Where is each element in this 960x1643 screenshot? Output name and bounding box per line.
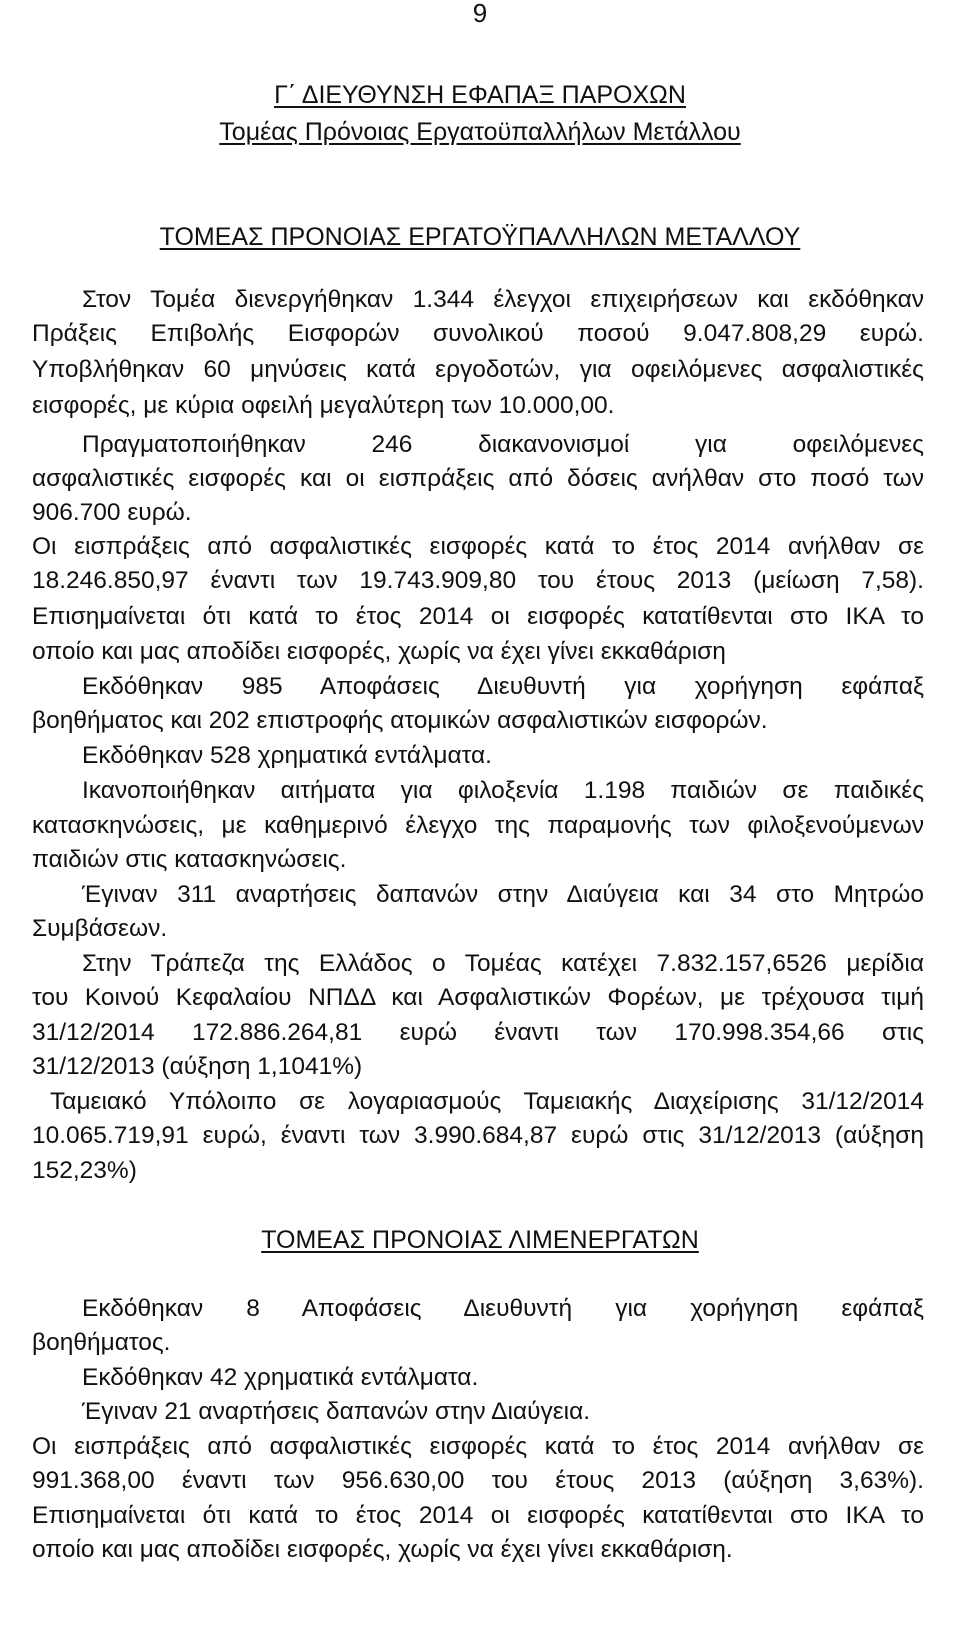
paragraph-line: εισφορές, με κύρια οφειλή μεγαλύτερη των 10.000,00. <box>32 392 615 419</box>
paragraph-line: Επισημαίνεται ότι κατά το έτος 2014 οι εισφορές κατατίθενται στο ΙΚΑ το <box>32 1502 924 1529</box>
page-number: 9 <box>472 0 488 28</box>
paragraph-line: 152,23%) <box>32 1157 137 1184</box>
paragraph-line: Εκδόθηκαν 985 Αποφάσεις Διευθυντή για χορήγηση εφάπαξ <box>82 673 924 700</box>
paragraph-line: Έγιναν 311 αναρτήσεις δαπανών στην Διαύγεια και 34 στο Μητρώο <box>82 881 924 908</box>
paragraph-line: 10.065.719,91 ευρώ, έναντι των 3.990.684,87 ευρώ στις 31/12/2013 (αύξηση <box>32 1122 924 1149</box>
paragraph-line: Εκδόθηκαν 528 χρηματικά εντάλματα. <box>82 742 492 769</box>
section-heading-port-workers: ΤΟΜΕΑΣ ΠΡΟΝΟΙΑΣ ΛΙΜΕΝΕΡΓΑΤΩΝ <box>261 1226 699 1254</box>
paragraph-line: οποίο και μας αποδίδει εισφορές, χωρίς να έχει γίνει εκκαθάριση. <box>32 1536 733 1563</box>
paragraph-line: παιδιών στις κατασκηνώσεις. <box>32 846 347 873</box>
paragraph-line: Στην Τράπεζα της Ελλάδος ο Τομέας κατέχει 7.832.157,6526 μερίδια <box>82 950 924 977</box>
paragraph-line: βοηθήματος. <box>32 1329 171 1356</box>
paragraph-line: Οι εισπράξεις από ασφαλιστικές εισφορές κατά το έτος 2014 ανήλθαν σε <box>32 1433 924 1460</box>
paragraph-line: Εκδόθηκαν 8 Αποφάσεις Διευθυντή για χορήγηση εφάπαξ <box>82 1295 924 1322</box>
paragraph-line: Έγιναν 21 αναρτήσεις δαπανών στην Διαύγεια. <box>82 1398 591 1425</box>
paragraph-line: βοηθήματος και 202 επιστροφής ατομικών ασφαλιστικών εισφορών. <box>32 707 768 734</box>
directorate-title <box>0 79 960 111</box>
paragraph-line: Ταμειακό Υπόλοιπο σε λογαριασμούς Ταμειακής Διαχείρισης 31/12/2014 <box>50 1088 924 1115</box>
paragraph-line: Οι εισπράξεις από ασφαλιστικές εισφορές κατά το έτος 2014 ανήλθαν σε <box>32 533 924 560</box>
paragraph-line: ασφαλιστικές εισφορές και οι εισπράξεις από δόσεις ανήλθαν στο ποσό των <box>32 465 924 492</box>
paragraph-line: Εκδόθηκαν 42 χρηματικά εντάλματα. <box>82 1364 479 1391</box>
paragraph-line: 991.368,00 έναντι των 956.630,00 του έτους 2013 (αύξηση 3,63%). <box>32 1467 924 1494</box>
paragraph-line: οποίο και μας αποδίδει εισφορές, χωρίς να έχει γίνει εκκαθάριση <box>32 638 726 665</box>
paragraph-line: Συμβάσεων. <box>32 915 168 942</box>
paragraph-line: 31/12/2013 (αύξηση 1,1041%) <box>32 1053 363 1080</box>
sector-subtitle: Τομέας Πρόνοιας Εργατοϋπαλλήλων Μετάλλου <box>219 118 741 146</box>
directorate-title-text: Γ΄ ΔΙΕΥΘΥΝΣΗ ΕΦΑΠΑΞ ΠΑΡΟΧΩΝ <box>274 81 686 109</box>
paragraph-line: του Κοινού Κεφαλαίου ΝΠΔΔ και Ασφαλιστικών Φορέων, με τρέχουσα τιμή <box>32 984 924 1011</box>
section-heading-metal-workers: ΤΟΜΕΑΣ ΠΡΟΝΟΙΑΣ ΕΡΓΑΤΟΫΠΑΛΛΗΛΩΝ ΜΕΤΑΛΛΟΥ <box>159 223 801 251</box>
paragraph-line: Πράξεις Επιβολής Εισφορών συνολικού ποσού 9.047.808,29 ευρώ. <box>32 320 924 347</box>
paragraph-line: 906.700 ευρώ. <box>32 499 192 526</box>
paragraph-line: 31/12/2014 172.886.264,81 ευρώ έναντι των 170.998.354,66 στις <box>32 1019 924 1046</box>
paragraph-line: 18.246.850,97 έναντι των 19.743.909,80 του έτους 2013 (μείωση 7,58). <box>32 567 924 594</box>
paragraph-line: Υποβλήθηκαν 60 μηνύσεις κατά εργοδοτών, για οφειλόμενες ασφαλιστικές <box>32 356 924 383</box>
paragraph-line: Επισημαίνεται ότι κατά το έτος 2014 οι εισφορές κατατίθενται στο ΙΚΑ το <box>32 603 924 630</box>
paragraph-line: Πραγματοποιήθηκαν 246 διακανονισμοί για οφειλόμενες <box>82 431 924 458</box>
paragraph-line: Ικανοποιήθηκαν αιτήματα για φιλοξενία 1.198 παιδιών σε παιδικές <box>82 777 924 804</box>
paragraph-line: κατασκηνώσεις, με καθημερινό έλεγχο της παραμονής των φιλοξενούμενων <box>32 812 924 839</box>
paragraph-line: Στον Τομέα διενεργήθηκαν 1.344 έλεγχοι επιχειρήσεων και εκδόθηκαν <box>82 286 924 313</box>
